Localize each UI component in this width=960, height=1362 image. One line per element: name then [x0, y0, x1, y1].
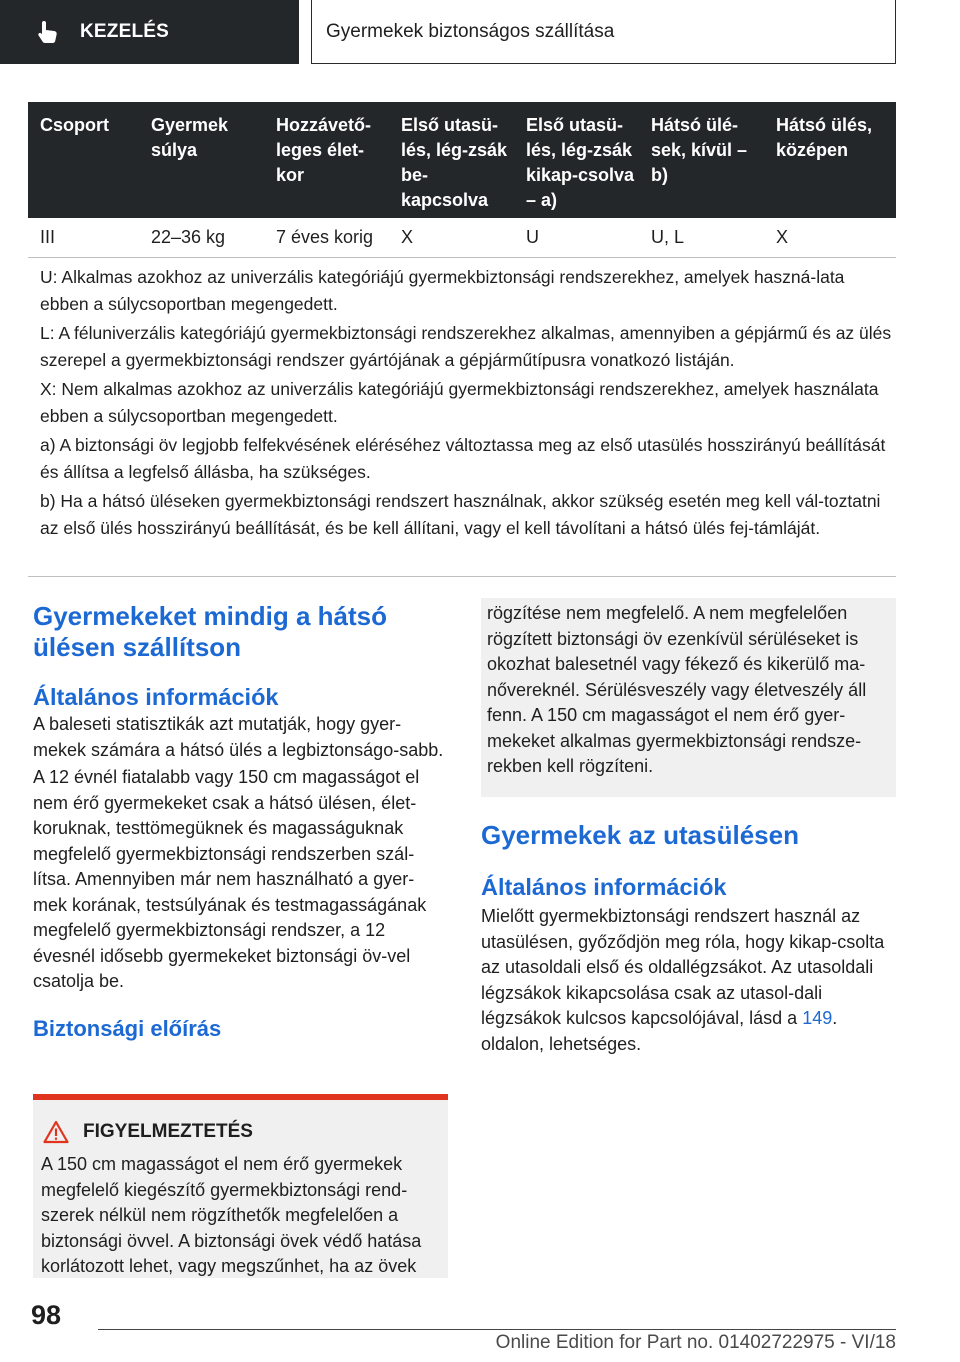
legend-note: X: Nem alkalmas azokhoz az univerzális kategóriájú gyermekbiztonsági rendszerekhez, amelyek használata ebben a súlycsoportban megengedett. [40, 379, 879, 426]
safety-heading: Biztonsági előírás [33, 1015, 222, 1041]
table-header-cell: Első utasü-lés, lég-zsák be-kapcsolva [401, 115, 508, 210]
hand-pointer-icon [34, 18, 62, 46]
table-cell: 22–36 kg [151, 227, 226, 247]
section-label: KEZELÉS [80, 21, 170, 42]
table-header-cell: Első utasü-lés, lég-zsák kikap-csolva – a) [526, 115, 635, 210]
footer-divider [98, 1329, 896, 1330]
chapter-title: Gyermekek biztonságos szállítása [326, 20, 615, 42]
paragraph [481, 904, 896, 1057]
subsection-heading: Általános információk [481, 874, 727, 900]
section-heading: Gyermekek az utasülésen [481, 820, 799, 850]
table-cell: U [526, 227, 539, 247]
chapter-title-box [311, 0, 896, 64]
divider [28, 576, 896, 577]
table-cell: X [401, 227, 414, 247]
page-number: 98 [31, 1300, 62, 1330]
table-cell: III [40, 227, 56, 247]
paragraph-text: . oldalon, lehetséges. [481, 1008, 838, 1054]
table-cell: U, L [651, 227, 685, 247]
table-header-cell: Hátsó ülés, középen [776, 115, 873, 160]
table-header-cell: Gyermek súlya [151, 115, 229, 160]
warning-header [41, 1120, 438, 1144]
table-row [28, 218, 896, 258]
edition-info: Online Edition for Part no. 01402722975 - VI/18 [495, 1332, 896, 1353]
page-reference-link[interactable]: 149 [802, 1008, 833, 1028]
warning-box [33, 1094, 448, 1278]
paragraph-text: Mielőtt gyermekbiztonsági rendszert használ az utasülésen, győződjön meg róla, hogy kikap-csolta az utasoldali első és oldallégzsákot. Az utasoldali légzsákok kikapcsolása csak az utasol-dali légzsákok kulcsos kapcsolójával, lásd a [481, 906, 885, 1028]
table-cell: 7 éves korig [276, 227, 374, 247]
table-header-cell: Hátsó ülé-sek, kívül – b) [651, 115, 748, 185]
warning-text-continued: rögzítése nem megfelelő. A nem megfelelően rögzített biztonsági öv ezenkívül sérüléseket is okozhat balesetnél vagy fékező és kikerülő ma-nővereknél. Sérülésveszély vagy életveszély áll fenn. A 150 cm magasságot el nem érő gyer-mekeket alkalmas gyermekbiztonsági rendsze-rekben kell rögzíteni. [487, 603, 867, 776]
legend-note: b) Ha a hátsó üléseken gyermekbiztonsági rendszert használnak, akkor szükség esetén meg kell vál-toztatni az első ülés hosszirányú beállítását, és be kell állítani, vagy el kell távolítani a hátsó ülés fej-támláját. [40, 491, 881, 538]
subsection-heading: Általános információk [33, 684, 279, 710]
child-seat-table [28, 102, 896, 258]
warning-title: FIGYELMEZTETÉS [83, 1121, 253, 1142]
warning-box-continued [481, 598, 896, 797]
table-header-row [28, 102, 896, 218]
legend-note: U: Alkalmas azokhoz az univerzális kategóriájú gyermekbiztonsági rendszerekhez, amelyek haszná-lata ebben a súlycsoportban megengedett. [40, 267, 845, 314]
table-header-cell: Csoport [40, 115, 109, 135]
section-heading: Gyermekeket mindig a hátsó ülésen szállítson [33, 601, 388, 662]
warning-text: A 150 cm magasságot el nem érő gyermekek megfelelő kiegészítő gyermekbiztonsági rend-szerek nélkül nem rögzíthetők megfelelően a biztonsági övvel. A biztonsági övek védő hatása korlátozott lehet, vagy megszűnhet, ha az övek [41, 1154, 422, 1276]
warning-triangle-icon [43, 1120, 69, 1144]
table-cell: X [776, 227, 789, 247]
legend-note: a) A biztonsági öv legjobb felfekvésének eléréséhez változtassa meg az első utasülés hosszirányú beállítását és állítsa a legfelső állásba, ha szükséges. [40, 435, 886, 482]
table-header-cell: Hozzávető-leges élet-kor [276, 115, 372, 185]
paragraph: A 12 évnél fiatalabb vagy 150 cm magasságot el nem érő gyermekeket csak a hátsó ülésen, élet-koruknak, testtömegüknek és magasságuknak megfelelő gyermekbiztonsági rendszerben szál-lítsa. Amennyiben már nem használható a gyer-mek korának, testsúlyának és testmagasságának megfelelő gyermekbiztonsági rendszer, a 12 évesnél idősebb gyermekeket biztonsági öv-vel csatolja be. [33, 767, 427, 991]
left-column [33, 598, 448, 1043]
table-legend [40, 264, 892, 544]
paragraph: A baleseti statisztikák azt mutatják, hogy gyer-mekek számára a hátsó ülés a legbiztonságo-sabb. [33, 714, 444, 760]
section-tab [0, 0, 299, 64]
legend-note: L: A féluniverzális kategóriájú gyermekbiztonsági rendszerekhez alkalmas, amennyiben a gépjármű és az ülés szerepel a gyermekbiztonsági rendszer gyártójának a gépjárműtípusra vonatkozó listáján. [40, 323, 892, 370]
right-column [481, 820, 896, 1057]
